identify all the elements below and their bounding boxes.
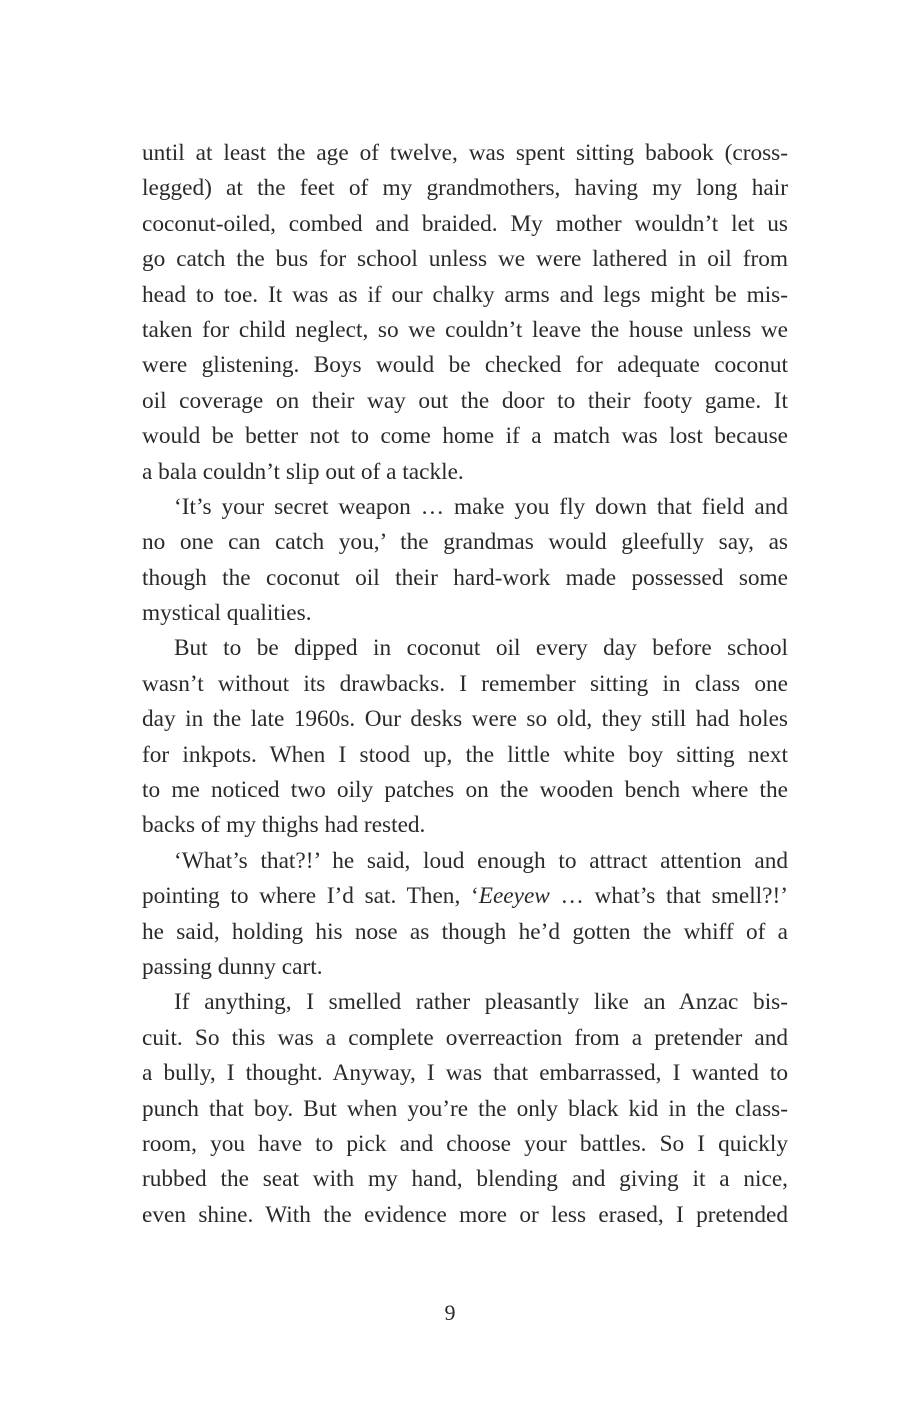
text-line: legged) at the feet of my grandmothers, having my long hair bbox=[142, 175, 788, 202]
text-line: day in the late 1960s. Our desks were so old, they still had holes bbox=[142, 706, 788, 733]
text-line bbox=[142, 879, 788, 914]
text-line: for inkpots. When I stood up, the little white boy sitting next bbox=[142, 741, 788, 768]
text-line: But to be dipped in coconut oil every day before school bbox=[174, 635, 788, 662]
text-line: a bully, I thought. Anyway, I was that embarrassed, I wanted to bbox=[142, 1060, 788, 1087]
text-line: were glistening. Boys would be checked for adequate coconut bbox=[142, 352, 788, 379]
text-line: ‘It’s your secret weapon … make you fly down that field and bbox=[174, 493, 788, 520]
text-segment: … what’s that smell?!’ bbox=[549, 883, 788, 910]
text-line: ‘What’s that?!’ he said, loud enough to attract attention and bbox=[174, 847, 788, 874]
text-line: wasn’t without its drawbacks. I remember sitting in class one bbox=[142, 670, 788, 697]
text-line: coconut-oiled, combed and braided. My mother wouldn’t let us bbox=[142, 210, 788, 237]
body-text bbox=[142, 136, 788, 1233]
text-line: a bala couldn’t slip out of a tackle. bbox=[142, 458, 464, 485]
emphasis-text: Eeeyew bbox=[478, 883, 550, 910]
text-line: mystical qualities. bbox=[142, 600, 312, 627]
text-line: cuit. So this was a complete overreaction from a pretender and bbox=[142, 1024, 788, 1051]
text-line: no one can catch you,’ the grandmas would gleefully say, as bbox=[142, 529, 788, 556]
text-line: backs of my thighs had rested. bbox=[142, 812, 426, 839]
text-line: to me noticed two oily patches on the wooden bench where the bbox=[142, 777, 788, 804]
text-line: If anything, I smelled rather pleasantly like an Anzac bis- bbox=[174, 989, 788, 1016]
text-line: until at least the age of twelve, was spent sitting babook (cross- bbox=[142, 140, 788, 166]
text-line: head to toe. It was as if our chalky arms and legs might be mis- bbox=[142, 281, 788, 308]
text-line: room, you have to pick and choose your battles. So I quickly bbox=[142, 1130, 788, 1157]
text-line: punch that boy. But when you’re the only black kid in the class- bbox=[142, 1095, 788, 1122]
text-segment: pointing to where I’d sat. Then, ‘ bbox=[142, 883, 479, 910]
text-line: passing dunny cart. bbox=[142, 953, 323, 980]
text-line: taken for child neglect, so we couldn’t leave the house unless we bbox=[142, 316, 788, 343]
text-line: go catch the bus for school unless we were lathered in oil from bbox=[142, 246, 788, 273]
text-line: oil coverage on their way out the door to their footy game. It bbox=[142, 387, 788, 414]
text-line: though the coconut oil their hard-work made possessed some bbox=[142, 564, 788, 591]
text-line: would be better not to come home if a match was lost because bbox=[142, 423, 788, 450]
page-number: 9 bbox=[444, 1300, 456, 1325]
text-line: even shine. With the evidence more or less erased, I pretended bbox=[142, 1201, 788, 1228]
text-line: he said, holding his nose as though he’d gotten the whiff of a bbox=[142, 918, 788, 945]
text-line: rubbed the seat with my hand, blending and giving it a nice, bbox=[142, 1166, 788, 1193]
